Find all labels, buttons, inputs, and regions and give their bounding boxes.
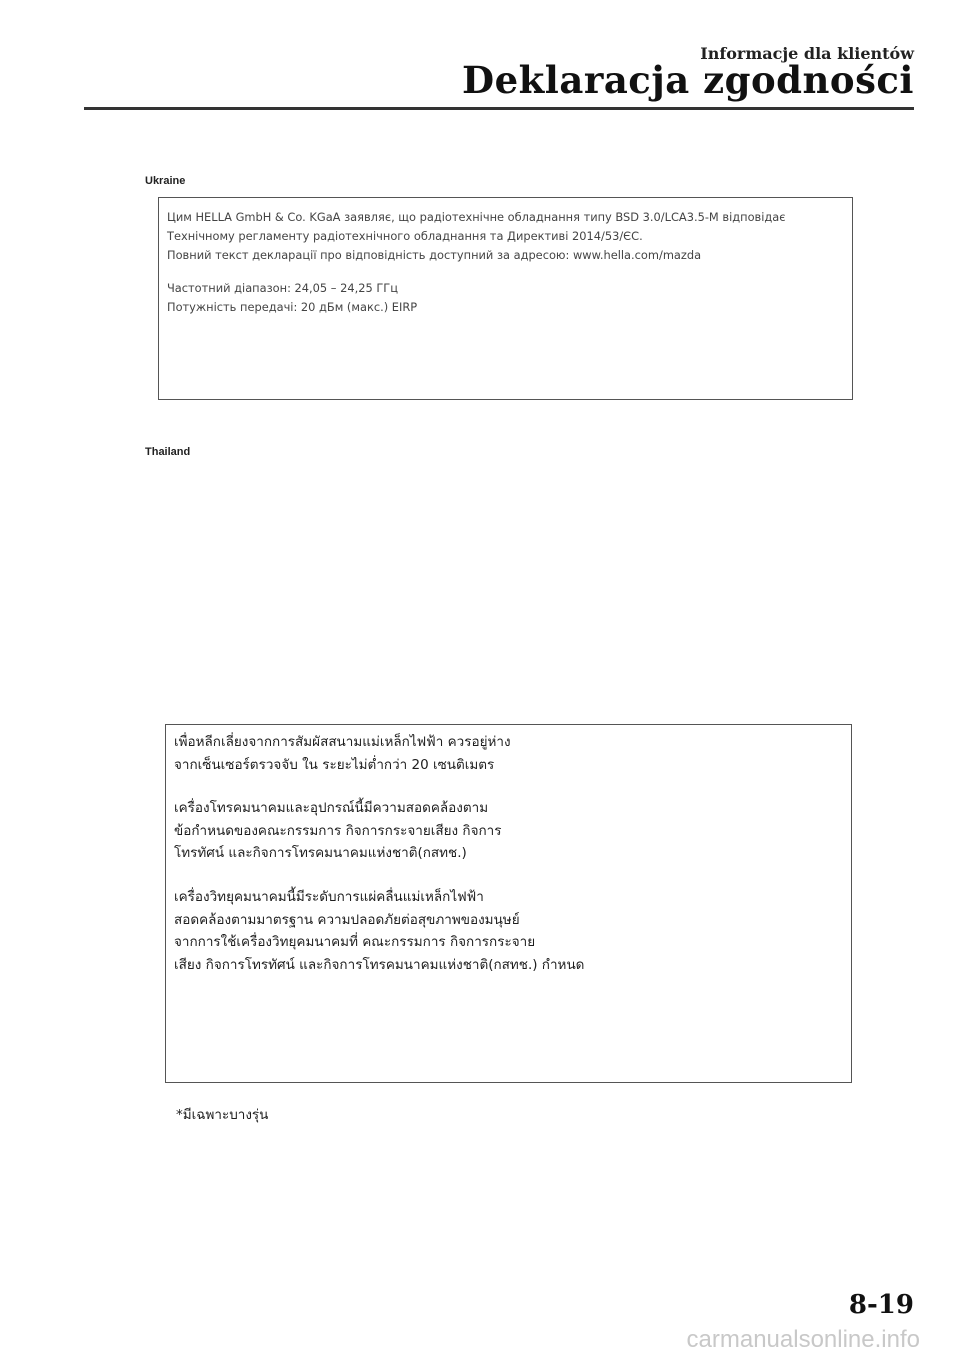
thailand-text-line: เครื่องวิทยุคมนาคมนี้มีระดับการแผ่คลื่นแม่เหล็กไฟฟ้า	[174, 888, 484, 905]
page-number: 8-19	[848, 1290, 914, 1320]
ukraine-text-line: Повний текст декларації про відповідність доступний за адресою: www.hella.com/mazda	[167, 248, 702, 262]
ukraine-frequency-line: Частотний діапазон: 24,05 – 24,25 ГГц	[167, 281, 398, 295]
ukraine-text-line: Технічному регламенту радіотехнічного обладнання та Директиві 2014/53/ЄС.	[167, 229, 643, 243]
thailand-text-line: โทรทัศน์ และกิจการโทรคมนาคมแห่งชาติ(กสทช.)	[174, 845, 467, 862]
thailand-text-line: สอดคล้องตามมาตรฐาน ความปลอดภัยต่อสุขภาพของมนุษย์	[174, 911, 520, 928]
thailand-label: Thailand	[145, 446, 191, 458]
ukraine-label: Ukraine	[145, 175, 186, 187]
footnote: *มีเฉพาะบางรุ่น	[176, 1107, 269, 1123]
thailand-text-line: จากการใช้เครื่องวิทยุคมนาคมที่ คณะกรรมการ กิจการกระจาย	[174, 934, 536, 951]
thailand-text-line: ข้อกำหนดของคณะกรรมการ กิจการกระจายเสียง กิจการ	[174, 822, 502, 839]
watermark: carmanualsonline.info	[686, 1326, 920, 1353]
thailand-text-line: จากเซ็นเซอร์ตรวจจับ ใน ระยะไม่ต่ำกว่า 20 เซนติเมตร	[174, 756, 495, 773]
header-divider	[84, 107, 914, 110]
thailand-text-line: เครื่องโทรคมนาคมและอุปกรณ์นี้มีความสอดคล้องตาม	[174, 800, 489, 817]
thailand-text-line: เพื่อหลีกเลี่ยงจากการสัมผัสสนามแม่เหล็กไฟฟ้า ควรอยู่ห่าง	[174, 734, 511, 750]
thailand-text-line: เสียง กิจการโทรทัศน์ และกิจการโทรคมนาคมแห่งชาติ(กสทช.) กำหนด	[174, 956, 585, 973]
section-title: Informacje dla klientów	[700, 44, 914, 63]
ukraine-declaration-box	[158, 197, 853, 400]
page-title: Deklaracja zgodności	[462, 58, 914, 102]
ukraine-text-line: Цим HELLA GmbH & Co. KGaA заявляє, що радіотехнічне обладнання типу BSD 3.0/LCA3.5-M відповідає	[167, 210, 786, 224]
thailand-declaration-box	[165, 724, 852, 1083]
ukraine-power-line: Потужність передачі: 20 дБм (макс.) EIRP	[167, 300, 418, 314]
